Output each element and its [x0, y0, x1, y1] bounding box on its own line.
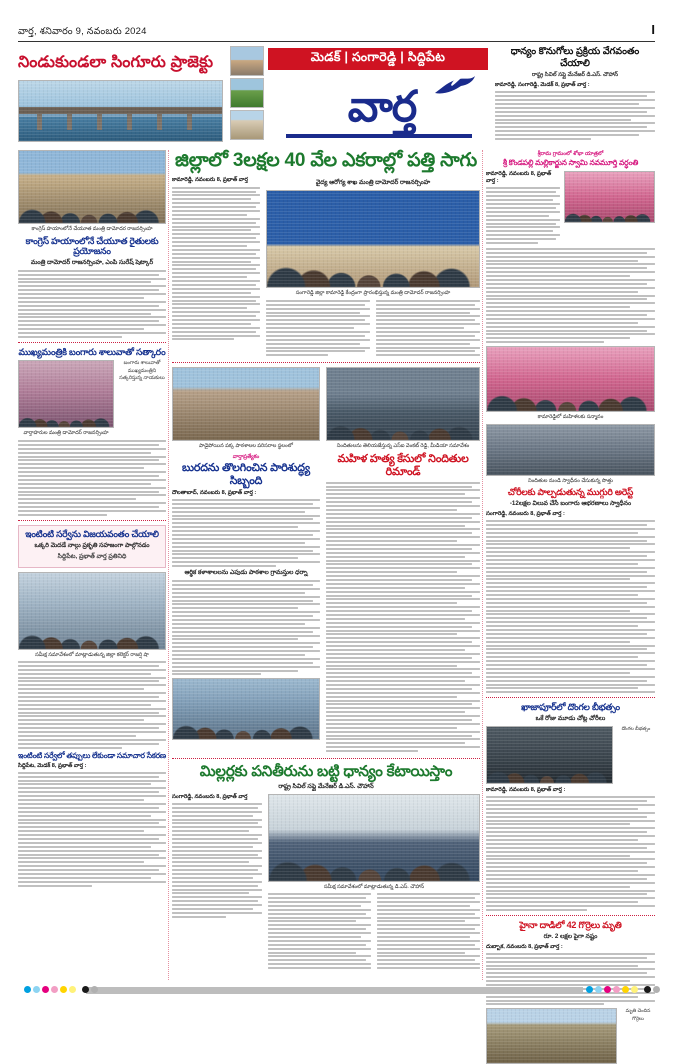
registration-dots-left [24, 986, 98, 993]
print-registration-bar [0, 984, 673, 996]
center-story2-photo [172, 367, 320, 441]
left-story4-photo [18, 572, 166, 650]
right-story1-caption: కామారెడ్డిలో మహిళలకు సన్మానం [537, 414, 604, 421]
left-story4-body-top [18, 661, 166, 749]
right-column [486, 150, 655, 1064]
left-story3-subhead: ఒక్కరి మెదడే నాల్గు ప్రకృతి సహజంగా పాల్గొనడం [34, 541, 150, 549]
right-story3-photo [486, 726, 613, 784]
left-story2-photo [18, 360, 114, 428]
right-story3-headline: ఖాజాపూర్‌లో దొంగల బీభత్సం [521, 702, 620, 713]
left-story2-headline: ముఖ్యమంత్రికి బంగారు శాలువాతో సత్కారం [18, 346, 166, 357]
center-story4-caption: సమీక్ష సమావేశంలో మాట్లాడుతున్న డి.ఎస్. చౌహాన్ [323, 883, 425, 890]
center-story3-caption: నిందితులను తెలియజేస్తున్న ఎస్ఐ వెంకట్ రెడ్డి, మీడియా సమావేశం [336, 443, 470, 450]
center-story2-subhead: ఆర్థిక కళాశాలలను ఎపుడు పాఠశాల గ్రామస్తుల ధర్నా [184, 569, 308, 577]
left-story1-headline: కాంగ్రెస్ హయాంలోనే చేయూత రైతులకు ప్రయోజనం [25, 235, 159, 257]
left-story2-side-caption: బంగారు శాలువాతో ముఖ్యమంత్రిని సత్కరిస్తున్న నాయకులు [119, 360, 165, 381]
right-story1-photo2 [486, 346, 655, 412]
reg-dot-gray [91, 986, 98, 993]
right-story1-byline: కామారెడ్డి, నవంబరు 8, ప్రభాత్ వార్త : [486, 170, 552, 185]
lead-body-left [172, 187, 260, 341]
reg-dot-cyan-light-2 [595, 986, 602, 993]
right-story4-caption: మృతి చెందిన గొర్రెలు [625, 1009, 651, 1022]
right-story2-subhead: -12లక్షల విలువ చేసే బంగారు ఆభరణాలు స్వాధీనం [509, 499, 632, 507]
left-story2-caption: వార్తాహరుల మంత్రి దామోదర్ రాజనర్సింహ [23, 430, 109, 437]
lead-body-c2 [376, 300, 480, 358]
logo-underline [286, 134, 472, 138]
reg-dot-cyan [24, 986, 31, 993]
date-bar [18, 22, 655, 42]
left-story4-headline: ఇంటింటి సర్వేలో తప్పులు లేకుండా సమాచార సేకరణ [18, 750, 166, 760]
column-divider-right [482, 150, 483, 980]
reg-dot-black-2 [644, 986, 651, 993]
reg-dot-magenta-light-2 [613, 986, 620, 993]
left-story1-photo [18, 150, 166, 224]
left-story3-box [18, 525, 166, 568]
left-story3-byline: సిద్దిపేట, ప్రభాత్ వార్త ప్రతినిధి [57, 552, 127, 560]
center-story2-body [172, 499, 320, 567]
center-story2-caption: పాడైపోయిన పక్క పాఠశాలల పరిసరాల స్థలంలో [198, 443, 294, 450]
center-story2-body2 [172, 580, 320, 675]
left-story4-byline: సిద్దిపేట, మెడక్ 8, ప్రభాత్ వార్త : [18, 762, 87, 769]
page-number: I [651, 22, 655, 37]
reg-dot-magenta-light [51, 986, 58, 993]
left-story1-subhead: మంత్రి దామోదర్ రాజనర్సింహ, ఎంపి సురేష్ షెట్కార్ [30, 258, 154, 266]
right-story1-kicker: శ్రీరామ గ్రామంలో శోభా యాత్రలో [537, 151, 604, 157]
right-story4-subhead: రూ. 2 లక్షల పైగా నష్టం [543, 932, 598, 940]
thumbnail-park [230, 78, 264, 108]
right-story1-body-left [486, 187, 560, 243]
right-story-byline: కామారెడ్డి, సంగారెడ్డి, మెడక్ 8, ప్రభాత్ వార్త : [495, 82, 590, 88]
center-story3-photo [326, 367, 480, 441]
center-story4-byline2: సంగారెడ్డి, నవంబరు 8, ప్రభాత్ వార్త [172, 793, 248, 800]
right-story2-body [486, 520, 655, 693]
right-story2-photo [486, 424, 655, 476]
thumbnail-monument [230, 110, 264, 140]
right-story4-photo [486, 1008, 617, 1064]
right-story3-caption: దొంగల బీభత్సం [621, 726, 651, 732]
lead-body-c1 [266, 300, 370, 358]
right-story-headline: ధాన్యం కొనుగోలు ప్రక్రియ వేగవంతం చేయాలి [510, 46, 640, 69]
lead-headline: జిల్లాలో 3లక్షల 40 వేల ఎకరాల్లో పత్తి సాగు [175, 150, 477, 171]
edition-banner: మెడక్ | సంగారెడ్డి | సిద్దిపేట [268, 48, 488, 70]
right-story-subhead: రాష్ట్ర సివిల్ సప్లై మేనేజర్ డి.ఎస్. చౌహాన్ [531, 72, 619, 78]
reg-dot-yellow [60, 986, 67, 993]
left-story1-caption: కాంగ్రెస్ హయాంలోనే చేయూత మంత్రి దామోదర రాజనర్సింహ [31, 226, 153, 232]
reg-dot-gray-2 [653, 986, 660, 993]
dateline-text: వార్త, శనివారం 9, నవంబరు 2024 [18, 26, 147, 37]
reg-dot-cyan-2 [586, 986, 593, 993]
right-story2-headline: చోరీలకు పాల్పడుతున్న ముగ్గురి అరెస్ట్ [507, 487, 634, 498]
center-story2-kicker: వార్తాప్రత్యేకం [232, 453, 260, 460]
column-divider-left [168, 150, 169, 980]
right-story3-body [486, 796, 655, 911]
center-story4-photo [268, 794, 480, 882]
center-story4-byline: రాష్ట్ర సివిల్ సప్లై మేనేజర్ డి.ఎస్. చౌహాన్ [278, 782, 374, 790]
right-story1-body [486, 248, 655, 343]
left-story2-body [18, 440, 166, 516]
reg-dot-yellow-2 [622, 986, 629, 993]
left-story4-caption: సమీక్ష సమావేశంలో మాట్లాడుతున్న జిల్లా కలెక్టర్ రాజర్షి షా [35, 651, 149, 658]
center-story3-body [326, 482, 480, 752]
center-story4-body-c1 [268, 893, 371, 971]
center-story4-headline: మిల్లర్లకు పనితీరును బట్టి ధాన్యం కేటాయిస్తాం [199, 763, 453, 781]
masthead [18, 46, 655, 144]
left-story4-body [18, 772, 166, 887]
lead-photo [266, 190, 480, 288]
reg-dot-magenta [42, 986, 49, 993]
left-column [18, 150, 166, 889]
center-column [172, 150, 480, 971]
left-story3-headline: ఇంటింటి సర్వేను విజయవంతం చేయాలి [25, 528, 159, 539]
masthead-logo [268, 72, 488, 140]
right-story2-caption: నిందితుల నుండి స్వాధీనం చేసుకున్న సొత్తు [528, 477, 613, 484]
center-story2-photo2 [172, 678, 320, 740]
lead-subhead: వైద్య ఆరోగ్య శాఖ మంత్రి దామోదర్ రాజనర్సింహ [315, 179, 431, 187]
registration-gray-bar [86, 987, 583, 994]
reg-dot-cyan-light [33, 986, 40, 993]
right-story2-byline: సంగారెడ్డి, నవంబరు 8, ప్రభాత్ వార్త : [486, 510, 565, 517]
right-story1-headline: శ్రీ కొండపల్లి మల్లికార్జున స్వామి నవమూర్తి వర్ధంతి [502, 158, 639, 167]
left-story1-body [18, 270, 166, 338]
thumbnail-temple [230, 46, 264, 76]
right-story4-body [486, 953, 655, 1006]
reg-dot-black [82, 986, 89, 993]
reg-dot-yellow-light [69, 986, 76, 993]
center-story3-headline: మహిళ హత్య కేసులో నిందితుల రిమాండ్ [337, 452, 469, 478]
center-story2-headline: బురదను తొలగించిన పారిశుద్ధ్య సిబ్బంది [182, 461, 310, 487]
center-story2-byline: దౌలతాబాద్, నవంబరు 8, ప్రభాత్ వార్త : [172, 489, 257, 496]
reg-dot-magenta-2 [604, 986, 611, 993]
lead-photo-caption: సంగారెడ్డి జిల్లా కామారెడ్డి కేంద్రంగా ప్రారంభిస్తున్న మంత్రి దామోదర్ రాజనర్సింహ [295, 290, 451, 297]
right-story-body [495, 82, 655, 140]
singur-project-photo [18, 80, 223, 142]
right-story1-photo [564, 171, 655, 223]
right-story3-subhead: ఒకే రోజు మూడు చోట్ల చోరీలు [535, 714, 606, 722]
reg-dot-yellow-light-2 [631, 986, 638, 993]
masthead-left-headline: నిండుకుండలా సింగూరు ప్రాజెక్టు [18, 54, 214, 71]
center-story4-body-left [172, 803, 262, 918]
right-story3-byline: కామారెడ్డి, నవంబరు 8, ప్రభాత్ వార్త : [486, 786, 566, 793]
masthead-thumbnail-strip [230, 46, 265, 144]
registration-dots-right [586, 986, 660, 993]
logo-text: వార్త [347, 83, 417, 131]
right-story4-headline: హైనా దాడిలో 42 గొర్రెలు మృతి [519, 919, 622, 930]
masthead-right-story [495, 46, 655, 142]
lead-byline: కామారెడ్డి, నవంబరు 8, ప్రభాత్ వార్త [172, 177, 248, 184]
right-story4-byline: దుబ్బాక, నవంబరు 8, ప్రభాత్ వార్త : [486, 943, 563, 950]
center-story4-body-c2 [377, 893, 480, 971]
